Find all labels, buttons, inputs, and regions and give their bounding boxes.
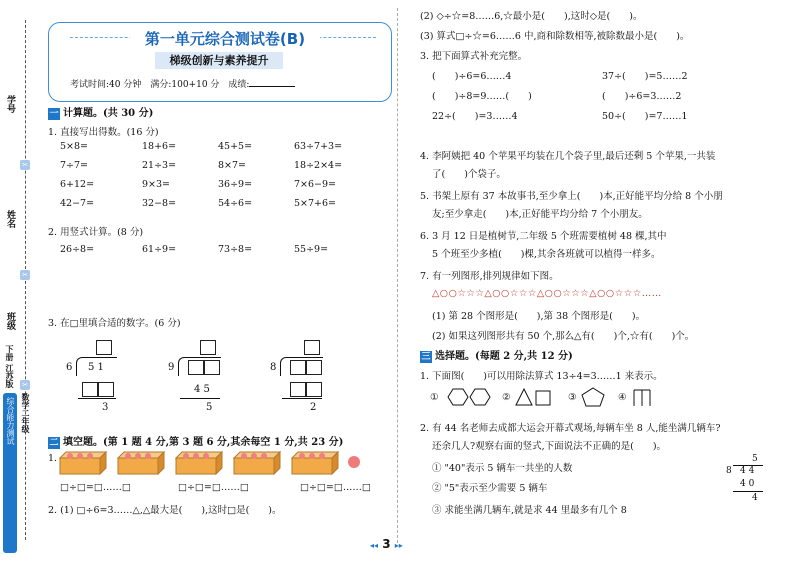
calc-item: 42−7= bbox=[60, 198, 95, 209]
completion-grid bbox=[432, 68, 688, 128]
score-blank[interactable] bbox=[249, 86, 295, 87]
quotient: 5 bbox=[752, 454, 758, 464]
q3-title: 3. 把下面算式补充完整。 bbox=[420, 51, 528, 62]
q3-title: 3. 在□里填合适的数字。(6 分) bbox=[48, 318, 181, 329]
answer-box[interactable] bbox=[200, 340, 216, 355]
divisor: 8 bbox=[270, 362, 277, 373]
remainder: 5 bbox=[206, 402, 213, 413]
class-label: 班级 bbox=[5, 312, 15, 330]
scissors-icon: ✂ bbox=[20, 380, 30, 390]
answer-box[interactable] bbox=[82, 382, 98, 397]
sticks-icon bbox=[630, 386, 660, 408]
table-row bbox=[60, 160, 380, 179]
formula-blank[interactable]: □÷□=□……□ bbox=[300, 482, 371, 493]
calc-item: 61÷9= bbox=[142, 244, 177, 255]
exam-info-text: 考试时间:40 分钟 满分:100+10 分 成绩: bbox=[70, 80, 250, 90]
answer-box[interactable] bbox=[96, 340, 112, 355]
table-row bbox=[60, 141, 380, 160]
calc-item[interactable]: 37÷( )=5……2 bbox=[602, 71, 688, 82]
calc-item: 8×7= bbox=[218, 160, 247, 171]
name-label: 姓名 bbox=[5, 210, 15, 228]
dividend: 4 4 bbox=[740, 466, 755, 476]
calc-item: 21÷3= bbox=[142, 160, 177, 171]
q2-line1: 2. 有 44 名老师去成都大运会开幕式观场,每辆车坐 8 人,能坐满几辆车? bbox=[420, 423, 721, 434]
product: 4 5 bbox=[194, 384, 210, 395]
option-label[interactable]: ② bbox=[502, 392, 511, 403]
remainder: 2 bbox=[310, 402, 317, 413]
option-label[interactable]: ① bbox=[430, 392, 439, 403]
answer-box[interactable] bbox=[98, 382, 114, 397]
calc-item[interactable]: ( )÷6=6……4 bbox=[432, 71, 512, 82]
calc-item: 7×6−9= bbox=[294, 179, 337, 190]
dividend: 5 1 bbox=[88, 362, 104, 373]
q1-title: 1. 直接写出得数。(16 分) bbox=[48, 127, 159, 138]
page-number: ◂◂ 3 ▸▸ bbox=[370, 537, 403, 551]
peach-box-icon bbox=[234, 452, 280, 474]
table-row bbox=[432, 88, 688, 108]
division-puzzle-2 bbox=[168, 340, 228, 420]
section1-heading: 一 计算题。(共 30 分) bbox=[49, 108, 154, 119]
answer-box[interactable] bbox=[304, 340, 320, 355]
calc-item: 7÷7= bbox=[60, 160, 89, 171]
peach-box-icon bbox=[292, 452, 338, 474]
q7-title: 7. 有一列图形,排列规律如下图。 bbox=[420, 271, 559, 282]
q4-line2: 了( )个袋子。 bbox=[432, 169, 506, 180]
option-3[interactable]: ③ 求能坐满几辆车,就是求 44 里最多有几个 8 bbox=[432, 505, 627, 516]
scissors-icon: ✂ bbox=[20, 270, 30, 280]
peach-box-icon bbox=[60, 452, 106, 474]
shape-options bbox=[430, 386, 710, 416]
section-number: 三 bbox=[421, 351, 431, 362]
division-puzzle-3 bbox=[270, 340, 330, 420]
divisor: 6 bbox=[66, 362, 73, 373]
calc-item[interactable]: 22÷( )=3……4 bbox=[432, 111, 518, 122]
calc-item: 18÷2×4= bbox=[294, 160, 343, 171]
answer-box[interactable] bbox=[188, 360, 204, 375]
calc-item: 63÷7+3= bbox=[294, 141, 343, 152]
calc-item: 26÷8= bbox=[60, 244, 95, 255]
division-puzzle-1 bbox=[66, 340, 126, 420]
student-id-label: 学号 bbox=[5, 95, 15, 113]
answer-box[interactable] bbox=[290, 382, 306, 397]
q2-title: 2. 用竖式计算。(8 分) bbox=[48, 227, 144, 238]
cut-line bbox=[25, 20, 26, 540]
remainder: 3 bbox=[102, 402, 109, 413]
q2-part3: (3) 算式□÷☆=6……6 中,商和除数相等,被除数最小是( )。 bbox=[420, 31, 690, 42]
answer-box[interactable] bbox=[204, 360, 220, 375]
formula-blank[interactable]: □÷□=□……□ bbox=[60, 482, 131, 493]
peach-box-icon bbox=[176, 452, 222, 474]
prev-arrow-icon: ◂◂ bbox=[370, 541, 379, 550]
peach-box-icon bbox=[118, 452, 164, 474]
q2-part2: (2) ◇÷☆=8……6,☆最小是( ),这时◇是( )。 bbox=[420, 11, 643, 22]
q1-label: 1. bbox=[48, 453, 58, 464]
binding-strip bbox=[0, 0, 44, 561]
table-row bbox=[60, 179, 380, 198]
q7-part2: (2) 如果这列图形共有 50 个,那么△有( )个,☆有( )个。 bbox=[432, 331, 695, 342]
calc-item: 36÷9= bbox=[218, 179, 253, 190]
option-label[interactable]: ④ bbox=[618, 392, 627, 403]
hexagon-icon bbox=[442, 386, 497, 408]
section3-heading: 三 选择题。(每题 2 分,共 12 分) bbox=[421, 351, 573, 362]
q6-line1: 6. 3 月 12 日是植树节,二年级 5 个班需要植树 48 棵,其中 bbox=[420, 231, 667, 242]
remainder: 4 bbox=[752, 493, 758, 503]
peach-boxes-illustration bbox=[58, 450, 368, 478]
next-arrow-icon: ▸▸ bbox=[394, 541, 403, 550]
edition-label: 下册 江苏版 bbox=[5, 345, 14, 388]
calc-item[interactable]: ( )÷8=9……( ) bbox=[432, 91, 532, 102]
product: 4 0 bbox=[740, 479, 755, 489]
grade-label: 数学二年级 bbox=[21, 393, 30, 433]
q2-part1: 2. (1) □÷6=3……△,△最大是( ),这时□是( )。 bbox=[48, 505, 282, 516]
peach-icon bbox=[348, 456, 360, 468]
pentagon-icon bbox=[580, 386, 610, 408]
answer-box[interactable] bbox=[306, 360, 322, 375]
calc-item: 54÷6= bbox=[218, 198, 253, 209]
calc-item: 18+6= bbox=[142, 141, 177, 152]
calc-item: 45+5= bbox=[218, 141, 253, 152]
q2-line2: 还余几人?观察右面的竖式,下面说法不正确的是( )。 bbox=[432, 441, 667, 452]
brand-text: 综合能力测试 bbox=[6, 397, 15, 445]
q7-part1: (1) 第 28 个图形是( ),第 38 个图形是( )。 bbox=[432, 311, 646, 322]
table-row bbox=[432, 68, 688, 88]
section2-heading: 二 填空题。(第 1 题 4 分,第 3 题 6 分,其余每空 1 分,共 23 分) bbox=[49, 437, 344, 448]
mental-math-grid bbox=[60, 141, 380, 217]
divisor: 8 bbox=[726, 466, 732, 476]
answer-box[interactable] bbox=[290, 360, 306, 375]
long-division bbox=[726, 454, 766, 509]
calc-item: 5×7+6= bbox=[294, 198, 337, 209]
section-number: 一 bbox=[49, 108, 59, 119]
calc-item: 32−8= bbox=[142, 198, 177, 209]
q5-line2: 友;至少拿走( )本,正好能平均分给 7 个小朋友。 bbox=[432, 209, 648, 220]
section-number: 二 bbox=[49, 437, 59, 448]
triangle-square-icon bbox=[514, 386, 559, 408]
brand-bar bbox=[3, 393, 17, 553]
option-label[interactable]: ③ bbox=[568, 392, 577, 403]
divisor: 9 bbox=[168, 362, 175, 373]
q1-title: 1. 下面图( )可以用除法算式 13÷4=3……1 来表示。 bbox=[420, 371, 663, 382]
page-title: 第一单元综合测试卷(B) bbox=[130, 28, 320, 49]
option-1[interactable]: ① "40"表示 5 辆车一共坐的人数 bbox=[432, 463, 573, 474]
q5-line1: 5. 书架上原有 37 本故事书,至少拿上( )本,正好能平均分给 8 个小朋 bbox=[420, 191, 723, 202]
calc-item: 73÷8= bbox=[218, 244, 253, 255]
shape-sequence: △○○☆☆☆△○○☆☆☆△○○☆☆☆△○○☆☆☆…… bbox=[432, 288, 662, 299]
vertical-calc-row bbox=[60, 244, 374, 255]
calc-item: 55÷9= bbox=[294, 244, 329, 255]
calc-item[interactable]: 50÷( )=7……1 bbox=[602, 111, 688, 122]
q4-line1: 4. 李阿姨把 40 个苹果平均装在几个袋子里,最后还剩 5 个苹果,一共装 bbox=[420, 151, 716, 162]
q6-line2: 5 个班至少多植( )棵,其余各班就可以植得一样多。 bbox=[432, 249, 661, 260]
calc-item: 5×8= bbox=[60, 141, 89, 152]
table-row bbox=[432, 108, 688, 128]
calc-item: 9×3= bbox=[142, 179, 171, 190]
calc-item: 6+12= bbox=[60, 179, 95, 190]
exam-info bbox=[70, 77, 370, 90]
formula-blank[interactable]: □÷□=□……□ bbox=[178, 482, 249, 493]
table-row bbox=[60, 198, 380, 217]
calc-item[interactable]: ( )÷6=3……2 bbox=[602, 91, 682, 102]
answer-box[interactable] bbox=[306, 382, 322, 397]
option-2[interactable]: ② "5"表示至少需要 5 辆车 bbox=[432, 483, 548, 494]
column-divider bbox=[397, 8, 398, 543]
subtitle: 梯级创新与素养提升 bbox=[155, 52, 283, 69]
scissors-icon: ✂ bbox=[20, 160, 30, 170]
